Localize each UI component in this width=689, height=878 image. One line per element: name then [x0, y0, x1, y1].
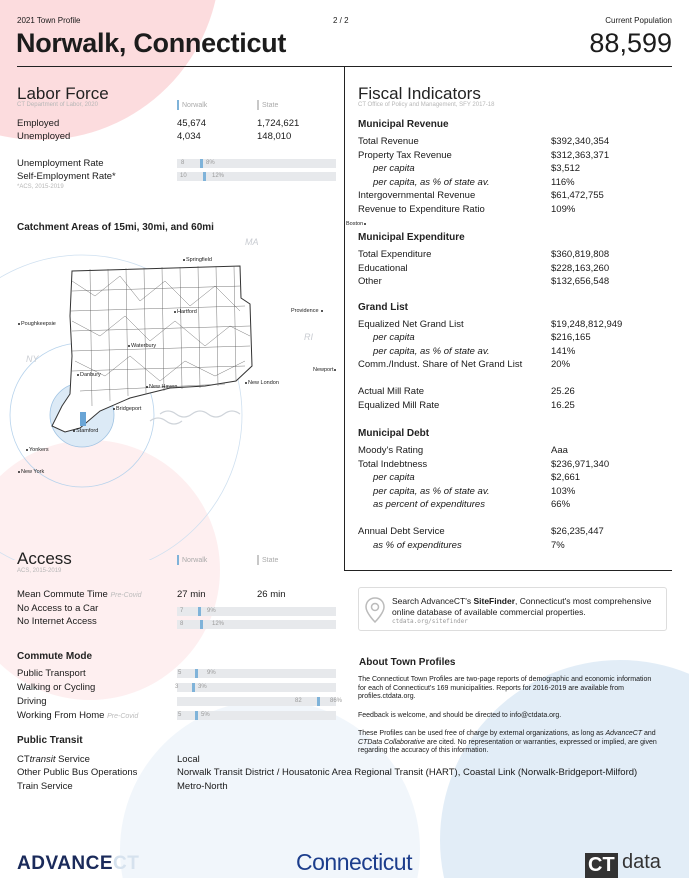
fiscal-row-value: $216,165: [551, 332, 591, 343]
labor-row-state: 1,724,621: [257, 118, 300, 129]
expenditure-title: Municipal Expenditure: [358, 232, 465, 243]
water-wave-2: [150, 418, 182, 424]
ctransit-label: CTtransit Service: [17, 754, 90, 765]
fiscal-source: CT Office of Policy and Management, SFY 2017-18: [358, 102, 495, 108]
commute-bar: [177, 711, 336, 720]
map-city-danbury: Danbury: [77, 372, 101, 378]
map-city-springfield: Springfield: [183, 257, 212, 263]
town-title: Norwalk, Connecticut: [16, 28, 287, 58]
labor-row-label: Employed: [17, 118, 60, 129]
town-bar-fill: [192, 683, 195, 692]
commute-bar-state: 86%: [330, 698, 343, 704]
labor-force-title: Labor Force: [17, 84, 109, 103]
fiscal-row-value: $132,656,548: [551, 276, 610, 287]
fiscal-row-value: Aaa: [551, 445, 568, 456]
page-number: 2 / 2: [333, 16, 349, 25]
map-city-waterbury: Waterbury: [128, 343, 156, 349]
fiscal-row-label: Educational: [358, 263, 408, 274]
fiscal-row-label: per capita: [373, 472, 415, 483]
fiscal-row-value: 7%: [551, 540, 565, 551]
fiscal-row-label: Comm./Indust. Share of Net Grand List: [358, 359, 523, 370]
fiscal-row-value: $19,248,812,949: [551, 319, 623, 330]
sitefinder-text: Search AdvanceCT's SiteFinder, Connecticut's most comprehensive online database of available commercial properties.: [392, 596, 652, 617]
norwalk-highlight: [80, 412, 86, 426]
column-divider: [344, 66, 345, 570]
fiscal-row-label: per capita: [373, 163, 415, 174]
fiscal-row-label: Property Tax Revenue: [358, 150, 452, 161]
location-pin-icon: [365, 597, 385, 623]
access-bar-state: 12%: [212, 621, 225, 627]
map-city-boston: Boston: [346, 221, 367, 227]
fiscal-row-label: as percent of expenditures: [373, 499, 485, 510]
commute-mode-row: Driving: [17, 696, 47, 707]
commute-mode-title: Commute Mode: [17, 651, 92, 662]
rate-bar-town: 8: [181, 160, 185, 166]
labor-force-source: CT Department of Labor, 2020: [17, 102, 98, 108]
rate-bar-state: 12%: [212, 173, 225, 179]
commute-bar: [177, 697, 343, 706]
fiscal-title: Fiscal Indicators: [358, 84, 481, 103]
train-label: Train Service: [17, 781, 73, 792]
fiscal-row-value: $312,363,371: [551, 150, 610, 161]
map-city-hartford: Hartford: [174, 309, 197, 315]
rate-bar-state: 8%: [206, 160, 215, 166]
rate-bar: [177, 159, 336, 168]
map-state-ma: MA: [245, 237, 259, 247]
commute-bar-town: 82: [295, 698, 302, 704]
profile-label: 2021 Town Profile: [17, 16, 81, 25]
fiscal-row-value: $392,340,354: [551, 136, 610, 147]
map-city-newport: Newport: [313, 367, 337, 373]
revenue-title: Municipal Revenue: [358, 119, 449, 130]
access-row-label: No Access to a Car: [17, 603, 99, 614]
fiscal-row-value: 16.25: [551, 400, 575, 411]
labor-legend-state: State: [257, 100, 278, 110]
fiscal-bottom-divider: [344, 570, 672, 571]
fiscal-row-label: per capita, as % of state av.: [373, 346, 490, 357]
labor-row-town: 4,034: [177, 131, 201, 142]
fiscal-row-value: $360,819,808: [551, 249, 610, 260]
bus-label: Other Public Bus Operations: [17, 767, 138, 778]
commute-bar-town: 3: [175, 684, 179, 690]
about-paragraph-2: Feedback is welcome, and should be directed to info@ctdata.org.: [358, 712, 562, 719]
commute-mode-row: Walking or Cycling: [17, 682, 96, 693]
map-city-providence: Providence: [291, 308, 324, 314]
access-bar: [177, 620, 336, 629]
access-legend-town: Norwalk: [177, 555, 207, 565]
fiscal-row-value: 25.26: [551, 386, 575, 397]
map-city-new-london: New London: [245, 380, 279, 386]
map-state-ri: RI: [304, 332, 313, 342]
map-city-new-haven: New Haven: [146, 384, 177, 390]
fiscal-row-label: Revenue to Expenditure Ratio: [358, 204, 485, 215]
access-source: ACS, 2015-2019: [17, 568, 62, 574]
grand-list-title: Grand List: [358, 302, 409, 313]
access-bar: [177, 607, 336, 616]
fiscal-row-value: $26,235,447: [551, 526, 604, 537]
fiscal-row-value: 103%: [551, 486, 576, 497]
fiscal-row-label: per capita, as % of state av.: [373, 177, 490, 188]
population-value: 88,599: [589, 28, 672, 58]
town-bar-fill: [203, 172, 206, 181]
fiscal-row-label: per capita, as % of state av.: [373, 486, 490, 497]
bus-value: Norwalk Transit District / Housatonic Area Regional Transit (HART), Coastal Link (Norwalk-Bridgeport-Milford): [177, 767, 638, 778]
access-title: Access: [17, 549, 72, 568]
labor-row-state: 148,010: [257, 131, 292, 142]
fiscal-row-label: Other: [358, 276, 382, 287]
map-city-poughkeepsie: Poughkeepsie: [18, 321, 56, 327]
fiscal-row-value: 109%: [551, 204, 576, 215]
fiscal-row-label: Intergovernmental Revenue: [358, 190, 476, 201]
commute-mode-row: Working From Home Pre-Covid: [17, 710, 139, 721]
commute-bar: [177, 683, 336, 692]
catchment-title: Catchment Areas of 15mi, 30mi, and 60mi: [17, 222, 214, 233]
debt-title: Municipal Debt: [358, 428, 430, 439]
map-state-ny: NY: [26, 354, 39, 364]
map-city-bridgeport: Bridgeport: [113, 406, 141, 412]
town-bar-fill: [195, 711, 198, 720]
fiscal-row-label: Equalized Net Grand List: [358, 319, 464, 330]
commute-bar-state: 5%: [201, 712, 210, 718]
advancect-logo: ADVANCECT: [17, 853, 140, 874]
fiscal-row-value: $228,163,260: [551, 263, 610, 274]
access-legend-state: State: [257, 555, 278, 565]
access-bar-town: 8: [180, 621, 184, 627]
labor-row-town: 45,674: [177, 118, 207, 129]
about-title: About Town Profiles: [359, 657, 456, 668]
water-wave-1: [160, 411, 240, 417]
catchment-map: [0, 236, 344, 560]
labor-footnote: *ACS, 2015-2019: [17, 184, 64, 190]
access-bar-town: 7: [180, 608, 184, 614]
fiscal-row-label: Moody's Rating: [358, 445, 424, 456]
access-row-label: No Internet Access: [17, 616, 97, 627]
fiscal-row-label: per capita: [373, 332, 415, 343]
fiscal-row-label: Annual Debt Service: [358, 526, 445, 537]
commute-bar-state: 9%: [207, 670, 216, 676]
town-bar-fill: [317, 697, 320, 706]
fiscal-row-label: Total Indebtness: [358, 459, 428, 470]
commute-time-row: Mean Commute Time Pre-Covid: [17, 589, 142, 600]
map-city-stamford: Stamford: [73, 428, 98, 434]
rate-row-label: Unemployment Rate: [17, 158, 104, 169]
ctdata-logo-ct: CT: [585, 853, 618, 878]
fiscal-row-label: Equalized Mill Rate: [358, 400, 440, 411]
town-bar-fill: [198, 607, 201, 616]
labor-legend-town: Norwalk: [177, 100, 207, 110]
town-bar-fill: [200, 620, 203, 629]
fiscal-row-label: Total Revenue: [358, 136, 419, 147]
fiscal-row-value: $2,661: [551, 472, 581, 483]
commute-bar-town: 5: [178, 712, 182, 718]
fiscal-row-value: 141%: [551, 346, 576, 357]
fiscal-row-value: 20%: [551, 359, 571, 370]
sitefinder-box[interactable]: [358, 587, 667, 631]
transit-title: Public Transit: [17, 735, 83, 746]
fiscal-row-label: Total Expenditure: [358, 249, 432, 260]
fiscal-row-value: $236,971,340: [551, 459, 610, 470]
commute-time-town: 27 min: [177, 589, 206, 600]
town-bar-fill: [200, 159, 203, 168]
rate-row-label: Self-Employment Rate*: [17, 171, 116, 182]
map-city-yonkers: Yonkers: [26, 447, 49, 453]
fiscal-row-value: $61,472,755: [551, 190, 604, 201]
commute-bar: [177, 669, 336, 678]
rate-bar-town: 10: [180, 173, 187, 179]
rate-bar: [177, 172, 336, 181]
train-value: Metro-North: [177, 781, 228, 792]
access-bar-state: 9%: [207, 608, 216, 614]
commute-bar-town: 5: [178, 670, 182, 676]
population-label: Current Population: [605, 16, 672, 25]
fiscal-row-label: as % of expenditures: [373, 540, 462, 551]
about-paragraph-3: These Profiles can be used free of charge by external organizations, as long as AdvanceCT and CTData Collaborative are cited. No representation or warranties, expressed or implied, are given regarding the accuracy of this information.: [358, 730, 657, 754]
town-bar-fill: [195, 669, 198, 678]
about-paragraph-1: The Connecticut Town Profiles are two-page reports of demographic and economic information for each of Connecticut's 169 municipalities. Reports for 2016-2019 are available from profiles.ctdata.org.: [358, 676, 652, 700]
sitefinder-url[interactable]: ctdata.org/sitefinder: [392, 618, 468, 625]
fiscal-row-value: 116%: [551, 177, 575, 188]
ctdata-logo-data: data: [622, 851, 661, 873]
commute-time-state: 26 min: [257, 589, 286, 600]
fiscal-row-value: 66%: [551, 499, 571, 510]
commute-bar-state: 3%: [198, 684, 207, 690]
labor-row-label: Unemployed: [17, 131, 71, 142]
map-city-new-york: New York: [18, 469, 44, 475]
fiscal-row-value: $3,512: [551, 163, 581, 174]
ctransit-value: Local: [177, 754, 200, 765]
commute-mode-row: Public Transport: [17, 668, 86, 679]
connecticut-logo: Connecticut: [296, 849, 412, 875]
fiscal-row-label: Actual Mill Rate: [358, 386, 424, 397]
